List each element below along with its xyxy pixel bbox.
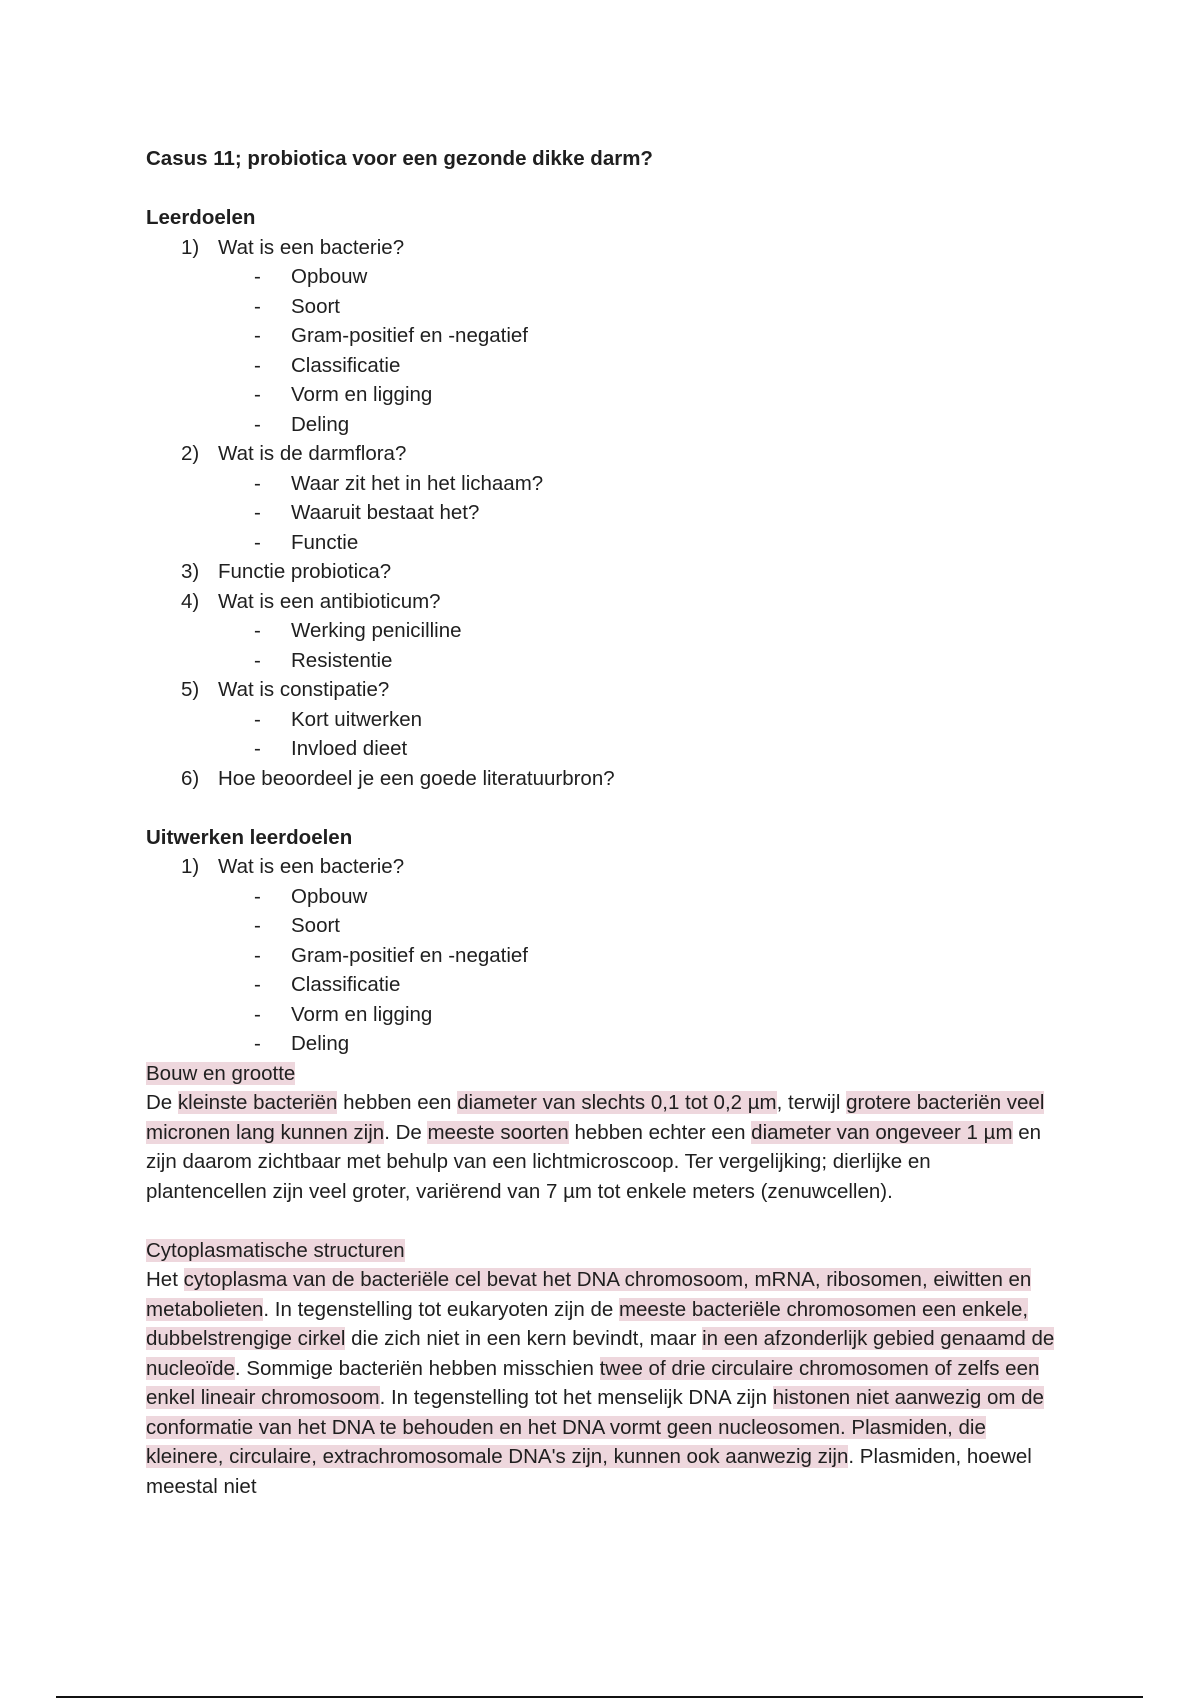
sub-list-text: Resistentie xyxy=(291,648,393,672)
highlighted-text: diameter van slechts 0,1 tot 0,2 µm xyxy=(457,1091,777,1114)
highlighted-text: meeste bacteriële chromosomen een enkele, dubbelstrengige cirkel xyxy=(146,1297,1029,1350)
sub-list-text: Werking penicilline xyxy=(291,619,462,642)
list-number: 6) xyxy=(181,766,200,790)
sub-list xyxy=(218,469,1056,558)
dash-bullet: - xyxy=(254,383,261,406)
body-text: en zijn daarom zichtbaar met behulp van een lichtmicroscoop. Ter vergelijking; dierlijke en plantencellen zijn veel groter, variërend van 7 µm tot enkele meters (zenuwcellen). xyxy=(146,1120,1042,1203)
highlighted-text: diameter van ongeveer 1 µm xyxy=(751,1120,1013,1144)
bouw-heading xyxy=(146,1059,1056,1089)
bouw-paragraph xyxy=(146,1088,1056,1206)
dash-bullet: - xyxy=(254,501,261,524)
dash-bullet: - xyxy=(254,1002,261,1026)
sub-list-item xyxy=(146,498,1056,528)
sub-list-item xyxy=(146,882,1056,912)
sub-list-text: Waar zit het in het lichaam? xyxy=(291,471,544,495)
sub-list-item xyxy=(146,941,1056,971)
body-text: hebben echter een xyxy=(568,1120,752,1144)
highlighted-text: kleinste bacteriën xyxy=(177,1091,338,1114)
sub-list-text: Functie xyxy=(291,530,359,554)
sub-list-item xyxy=(146,351,1056,381)
list-number: 5) xyxy=(181,678,200,701)
list-number: 1) xyxy=(181,235,200,259)
dash-bullet: - xyxy=(254,412,261,436)
sub-list-item xyxy=(146,1000,1056,1030)
sub-list-text: Classificatie xyxy=(291,353,401,377)
sub-list-item xyxy=(146,292,1056,322)
dash-bullet: - xyxy=(254,619,261,642)
list-number: 2) xyxy=(181,442,200,465)
list-item xyxy=(146,233,1056,440)
leerdoelen-heading: Leerdoelen xyxy=(146,206,256,229)
highlighted-text: twee of drie circulaire chromosomen of zelfs een enkel lineair chromosoom xyxy=(146,1356,1040,1409)
sub-list-text: Kort uitwerken xyxy=(291,707,423,731)
list-text: Functie probiotica? xyxy=(218,560,392,583)
cyto-heading xyxy=(146,1236,1056,1266)
dash-bullet: - xyxy=(254,1032,261,1055)
body-text: Het xyxy=(146,1268,184,1291)
dash-bullet: - xyxy=(254,324,261,347)
sub-list-text: Deling xyxy=(291,1032,350,1055)
list-text: Hoe beoordeel je een goede literatuurbron? xyxy=(218,766,615,790)
sub-list-text: Gram-positief en -negatief xyxy=(291,943,529,967)
sub-list-item xyxy=(146,970,1056,1000)
dash-bullet: - xyxy=(254,471,261,495)
body-text: . In tegenstelling tot eukaryoten zijn de xyxy=(263,1297,619,1321)
sub-list xyxy=(218,705,1056,764)
sub-list-item xyxy=(146,646,1056,676)
sub-list-text: Invloed dieet xyxy=(291,737,408,760)
page-bottom-rule xyxy=(56,1696,1143,1698)
dash-bullet: - xyxy=(254,707,261,731)
list-text: Wat is een antibioticum? xyxy=(218,589,441,613)
sub-list-item xyxy=(146,734,1056,764)
cyto-heading-text: Cytoplasmatische structuren xyxy=(146,1238,405,1262)
list-text: Wat is de darmflora? xyxy=(218,442,407,465)
list-item xyxy=(146,675,1056,764)
list-item xyxy=(146,764,1056,794)
sub-list xyxy=(218,882,1056,1059)
sub-list-item xyxy=(146,469,1056,499)
list-item xyxy=(146,852,1056,1059)
body-text: die zich niet in een kern bevindt, maar xyxy=(345,1327,703,1350)
sub-list-text: Gram-positief en -negatief xyxy=(291,324,529,347)
highlighted-text: histonen niet aanwezig om de conformatie van het DNA te behouden en het DNA vormt geen nucleosomen. Plasmiden, die kleinere, circulaire, extrachromosomale DNA's zijn, kunnen ook aanwezig zijn xyxy=(146,1386,1044,1468)
dash-bullet: - xyxy=(254,914,261,937)
body-text: . Sommige bacteriën hebben misschien xyxy=(234,1356,600,1380)
list-number: 1) xyxy=(181,855,200,878)
dash-bullet: - xyxy=(254,648,261,672)
sub-list-item xyxy=(146,528,1056,558)
leerdoelen-list xyxy=(146,233,1056,794)
body-text: . In tegenstelling tot het menselijk DNA zijn xyxy=(379,1386,773,1409)
list-number: 3) xyxy=(181,560,200,583)
sub-list-item xyxy=(146,911,1056,941)
sub-list-text: Classificatie xyxy=(291,973,401,996)
sub-list-item xyxy=(146,380,1056,410)
bouw-heading-text: Bouw en grootte xyxy=(146,1061,296,1085)
sub-list-text: Soort xyxy=(291,294,340,318)
list-item xyxy=(146,587,1056,676)
sub-list-text: Vorm en ligging xyxy=(291,383,433,406)
list-text: Wat is een bacterie? xyxy=(218,855,405,878)
sub-list-text: Vorm en ligging xyxy=(291,1002,433,1026)
sub-list-text: Deling xyxy=(291,412,350,436)
sub-list-text: Soort xyxy=(291,914,340,937)
list-item xyxy=(146,557,1056,587)
sub-list-item xyxy=(146,1029,1056,1059)
list-item xyxy=(146,439,1056,557)
highlighted-text: cytoplasma van de bacteriële cel bevat het DNA chromosoom, mRNA, ribosomen, eiwitten en metabolieten xyxy=(146,1268,1032,1321)
highlighted-text: in een afzonderlijk gebied genaamd de nucleoïde xyxy=(146,1327,1055,1380)
list-text: Wat is constipatie? xyxy=(218,678,390,701)
body-text: De xyxy=(146,1091,178,1114)
body-text: , terwijl xyxy=(776,1091,847,1114)
document-page xyxy=(146,144,1056,1501)
dash-bullet: - xyxy=(254,353,261,377)
uitwerken-heading: Uitwerken leerdoelen xyxy=(146,825,353,849)
body-text: . Plasmiden, hoewel meestal niet xyxy=(146,1445,1032,1498)
sub-list-text: Opbouw xyxy=(291,884,368,908)
sub-list-item xyxy=(146,321,1056,351)
body-text: . De xyxy=(384,1120,428,1144)
sub-list-item xyxy=(146,616,1056,646)
sub-list-text: Opbouw xyxy=(291,265,368,288)
sub-list-item xyxy=(146,410,1056,440)
dash-bullet: - xyxy=(254,530,261,554)
cyto-paragraph xyxy=(146,1265,1056,1501)
sub-list-item xyxy=(146,262,1056,292)
dash-bullet: - xyxy=(254,265,261,288)
list-number: 4) xyxy=(181,589,200,613)
sub-list-item xyxy=(146,705,1056,735)
dash-bullet: - xyxy=(254,737,261,760)
dash-bullet: - xyxy=(254,943,261,967)
body-text: hebben een xyxy=(337,1091,458,1114)
uitwerken-list xyxy=(146,852,1056,1059)
sub-list-text: Waaruit bestaat het? xyxy=(291,501,480,524)
highlighted-text: grotere bacteriën veel micronen lang kunnen zijn xyxy=(146,1091,1045,1144)
list-text: Wat is een bacterie? xyxy=(218,235,405,259)
dash-bullet: - xyxy=(254,294,261,318)
highlighted-text: meeste soorten xyxy=(427,1120,569,1144)
dash-bullet: - xyxy=(254,884,261,908)
dash-bullet: - xyxy=(254,973,261,996)
document-title: Casus 11; probiotica voor een gezonde dikke darm? xyxy=(146,147,653,170)
sub-list xyxy=(218,616,1056,675)
sub-list xyxy=(218,262,1056,439)
